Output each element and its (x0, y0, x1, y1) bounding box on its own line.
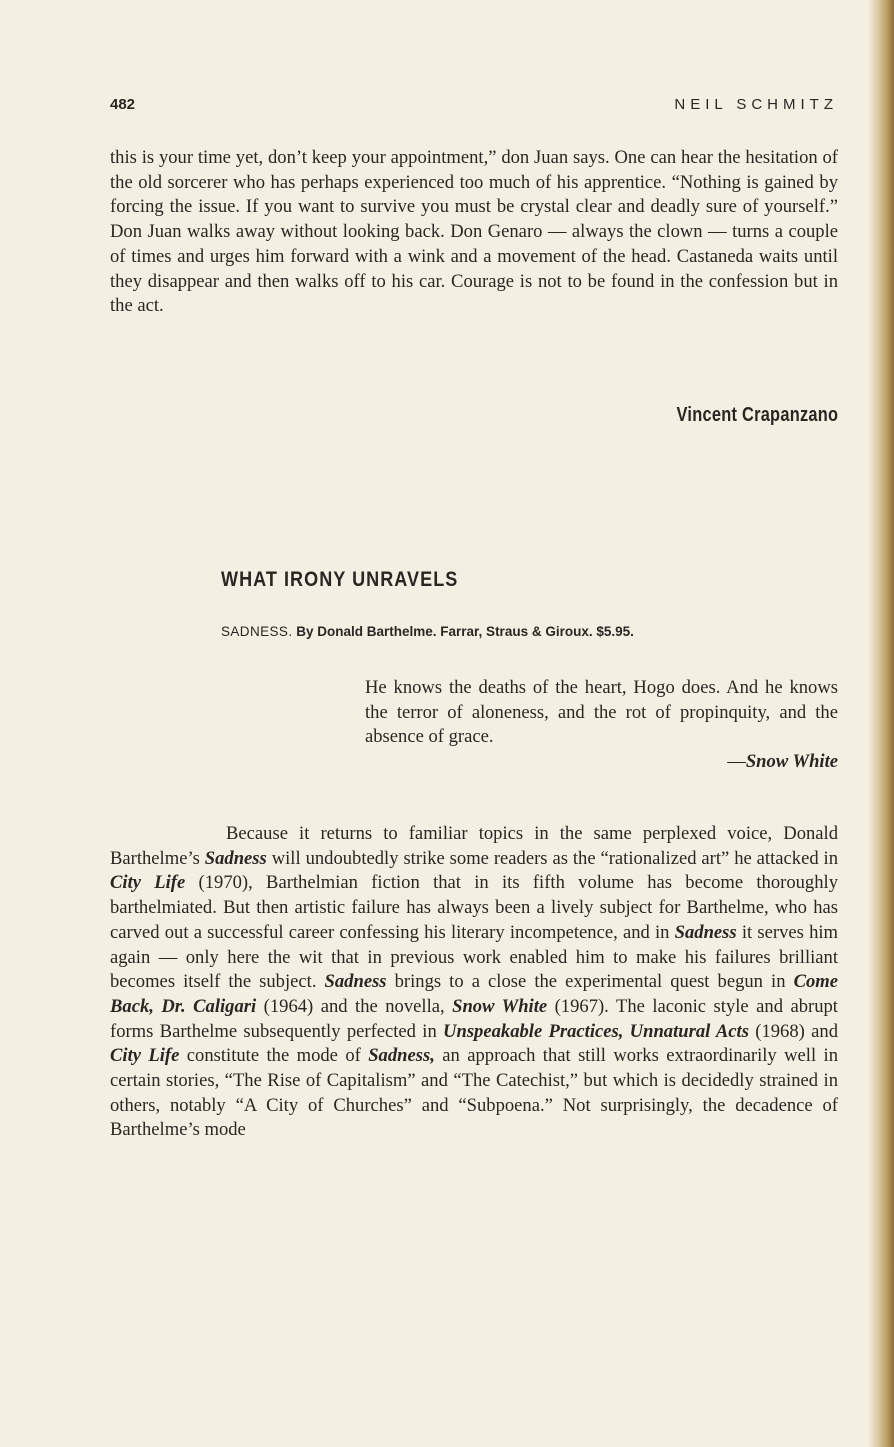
body-text: (1967). The laconic style and abrupt forms Barthelme subsequently perfected in (110, 995, 838, 1042)
body-text: (1964) and the novella, (256, 995, 453, 1017)
book-title: SADNESS. (221, 624, 293, 639)
reviewer-signature: Vincent Crapanzano (676, 404, 838, 426)
book-title-ref: City Life (110, 872, 186, 894)
running-head: NEIL SCHMITZ (674, 96, 838, 113)
review-body (110, 822, 838, 1143)
book-title-ref: Snow White (452, 995, 548, 1017)
body-text: (1968) and (748, 1020, 838, 1042)
epigraph-text: He knows the deaths of the heart, Hogo does. And he knows the terror of aloneness, and the rot of propinquity, and the absence of grace. (365, 677, 838, 748)
book-title-ref: Sadness, (368, 1045, 435, 1067)
previous-review-ending (110, 146, 838, 319)
page-header (110, 96, 838, 120)
review-title: WHAT IRONY UNRAVELS (221, 568, 459, 591)
epigraph (365, 676, 838, 775)
book-title-ref: Sadness (204, 847, 267, 869)
book-title-ref: Come Back, Dr. Caligari (110, 971, 839, 1017)
body-text: constitute the mode of (179, 1045, 369, 1067)
body-text: an approach that still works extraordinarily well in certain stories, “The Rise of Capitalism” and “The Catechist,” but which is decidedly strained in others, notably “A City of Churches” and “Subpoena.” Not surprisingly, the decadence of Barthelme’s mode (110, 1045, 838, 1141)
body-text: brings to a close the experimental quest begun in (386, 971, 794, 993)
book-title-ref: City Life (110, 1045, 180, 1067)
epigraph-attribution (365, 750, 838, 775)
attribution-source: Snow White (745, 751, 838, 773)
book-byline: By Donald Barthelme. Farrar, Straus & Giroux. $5.95. (296, 624, 634, 639)
body-text: Because it returns to familiar topics in the same perplexed voice, Donald Barthelme’s (110, 823, 838, 869)
page-edge (868, 0, 894, 1447)
book-title-ref: Sadness (674, 921, 737, 943)
closing-paragraph: this is your time yet, don’t keep your appointment,” don Juan says. One can hear the hesitation of the old sorcerer who has perhaps experienced too much of his apprentice. “Nothing is gained by forcing the issue. If you want to survive you must be crystal clear and deadly sure of yourself.” Don Juan walks away without looking back. Don Genaro — always the clown — turns a couple of times and urges him forward with a wink and a movement of the head. Castaneda waits until they disappear and then walks off to his car. Courage is not to be found in the confession but in the act. (110, 147, 838, 317)
page-number: 482 (110, 96, 136, 113)
body-text: will undoubtedly strike some readers as the “rationalized art” he attacked in (266, 847, 838, 869)
body-text: it serves him again — only here the wit that in previous work enabled him to make his failures brilliant becomes itself the subject. (110, 921, 838, 993)
book-info (221, 624, 634, 639)
body-text: (1970), Barthelmian fiction that in its fifth volume has become thoroughly barthelmiated. But then artistic failure has always been a lively subject for Barthelme, who has carved out a successful career confessing his literary incompetence, and in (110, 872, 838, 943)
attribution-dash: — (727, 751, 746, 773)
book-title-ref: Unspeakable Practices, Unnatural Acts (443, 1020, 749, 1042)
book-title-ref: Sadness (324, 971, 387, 993)
body-paragraph (110, 822, 838, 1143)
